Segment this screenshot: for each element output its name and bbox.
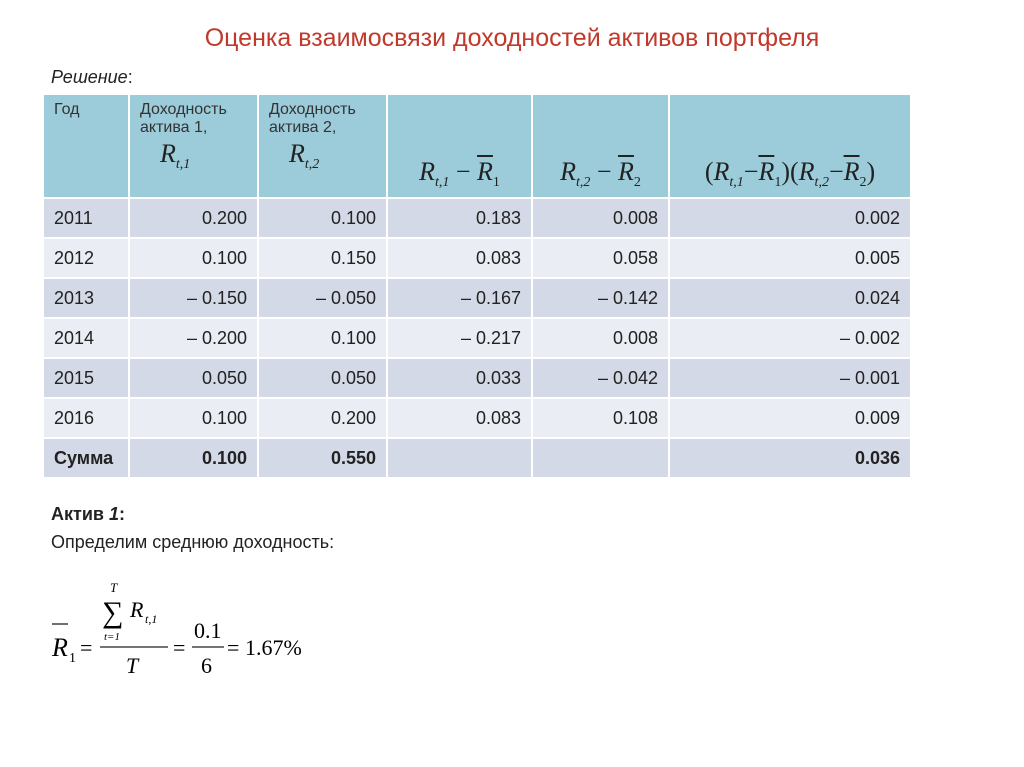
numerator-value: 0.1 [194, 618, 222, 643]
cell-d1: – 0.167 [387, 278, 532, 318]
cell-r1: – 0.200 [129, 318, 258, 358]
returns-table [42, 93, 912, 479]
cell-r2: 0.050 [258, 358, 387, 398]
cell-d1: – 0.217 [387, 318, 532, 358]
header-asset2-line1: Доходность [269, 101, 356, 118]
header-deviation2 [532, 94, 669, 198]
header-asset1 [129, 94, 258, 198]
cell-r1: 0.100 [129, 398, 258, 438]
asset-heading-suffix: : [118, 504, 125, 524]
sum-r2: 0.550 [258, 438, 387, 478]
header-asset1-line2: актива 1, [140, 119, 208, 136]
cell-year: 2014 [43, 318, 129, 358]
cell-d1: 0.033 [387, 358, 532, 398]
sum-term-symbol: R [130, 597, 144, 622]
cell-r2: 0.200 [258, 398, 387, 438]
cell-r1: 0.100 [129, 238, 258, 278]
table-row [43, 398, 911, 438]
lhs-symbol: R [52, 633, 68, 662]
asset-heading-number: 1 [108, 504, 119, 524]
deviation1-formula: $R_{t,1} - \overline{R}_1$ [419, 156, 500, 190]
cell-product: – 0.001 [669, 358, 911, 398]
header-deviation1 [387, 94, 532, 198]
cell-year: 2011 [43, 198, 129, 238]
table-row [43, 278, 911, 318]
cell-d1: 0.183 [387, 198, 532, 238]
header-year-label: Год [54, 101, 80, 118]
equals-2: = [173, 635, 186, 660]
product-formula: $(R_{t,1}-\overline{R}_1)(R_{t,2}-\overline{R}_2)$ [704, 156, 876, 190]
cell-year: 2016 [43, 398, 129, 438]
cell-r2: 0.100 [258, 198, 387, 238]
cell-d2: 0.008 [532, 198, 669, 238]
sum-sign: ∑ [102, 596, 124, 629]
asset-heading [51, 504, 125, 525]
cell-r2: 0.150 [258, 238, 387, 278]
cell-r2: – 0.050 [258, 278, 387, 318]
sum-d1 [387, 438, 532, 478]
cell-r1: – 0.150 [129, 278, 258, 318]
solution-label-text: Решение [51, 67, 128, 87]
sum-upper-limit: T [110, 580, 118, 595]
header-asset2-symbol: $R_{t,2}$ [289, 139, 320, 173]
sum-product: 0.036 [669, 438, 911, 478]
header-asset1-symbol: $R_{t,1}$ [160, 139, 191, 173]
cell-product: 0.024 [669, 278, 911, 318]
equals-1: = [80, 635, 93, 660]
equals-3: = [227, 635, 240, 660]
table-row [43, 318, 911, 358]
cell-r2: 0.100 [258, 318, 387, 358]
sum-label: Сумма [43, 438, 129, 478]
denominator-value: 6 [201, 653, 212, 678]
sum-term-subscript: t,1 [145, 612, 158, 626]
table-row [43, 358, 911, 398]
cell-product: 0.005 [669, 238, 911, 278]
header-asset1-line1: Доходность [140, 101, 227, 118]
solution-label [51, 67, 133, 88]
denominator-T: T [126, 653, 139, 678]
cell-product: 0.009 [669, 398, 911, 438]
cell-d2: – 0.042 [532, 358, 669, 398]
asset-heading-prefix: Актив [51, 504, 109, 524]
mean-return-text: Определим среднюю доходность: [51, 532, 335, 552]
cell-year: 2015 [43, 358, 129, 398]
cell-d2: 0.058 [532, 238, 669, 278]
table-row [43, 198, 911, 238]
table-row [43, 238, 911, 278]
cell-d1: 0.083 [387, 398, 532, 438]
sum-row [43, 438, 911, 478]
cell-r1: 0.200 [129, 198, 258, 238]
sum-r1: 0.100 [129, 438, 258, 478]
slide-title: Оценка взаимосвязи доходностей активов портфеля [204, 24, 820, 52]
result-value: 1.67% [245, 635, 302, 660]
lhs-subscript: 1 [69, 651, 76, 666]
sum-lower-limit: t=1 [104, 631, 120, 643]
header-asset2 [258, 94, 387, 198]
cell-d2: 0.008 [532, 318, 669, 358]
solution-label-colon: : [127, 67, 133, 87]
header-product [669, 94, 911, 198]
cell-d2: 0.108 [532, 398, 669, 438]
mean-return-formula [44, 578, 344, 678]
cell-d1: 0.083 [387, 238, 532, 278]
cell-product: 0.002 [669, 198, 911, 238]
deviation2-formula: $R_{t,2} - \overline{R}_2$ [560, 156, 641, 190]
cell-d2: – 0.142 [532, 278, 669, 318]
sum-d2 [532, 438, 669, 478]
cell-year: 2012 [43, 238, 129, 278]
cell-year: 2013 [43, 278, 129, 318]
cell-product: – 0.002 [669, 318, 911, 358]
header-year [43, 94, 129, 198]
cell-r1: 0.050 [129, 358, 258, 398]
header-asset2-line2: актива 2, [269, 119, 337, 136]
